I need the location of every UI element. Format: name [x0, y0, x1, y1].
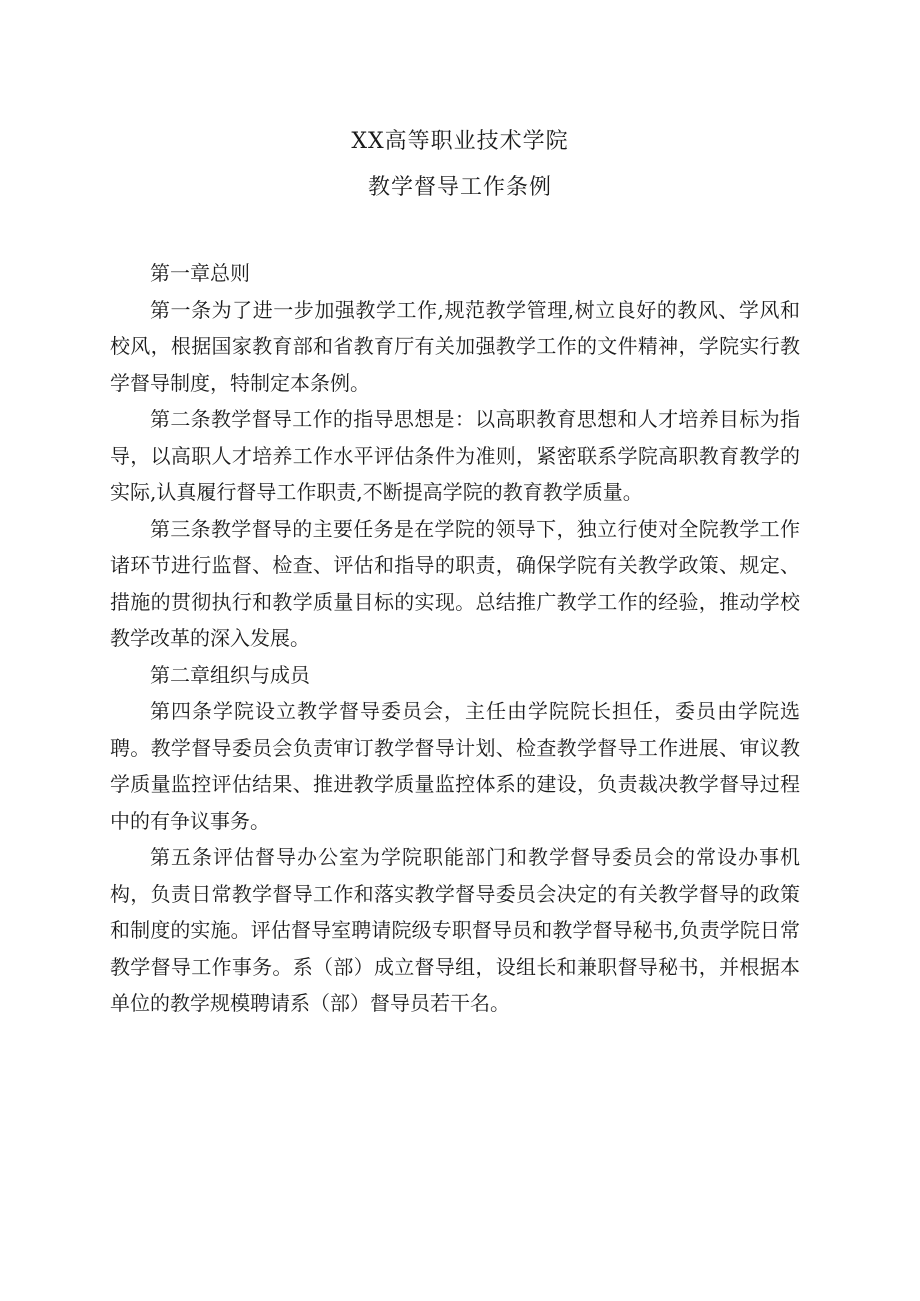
document-body [110, 255, 800, 1022]
chapter-heading-general: 第一章总则 [150, 261, 250, 285]
article-3-paragraph: 第三条教学督导的主要任务是在学院的领导下，独立行使对全院教学工作诸环节进行监督、检查、评估和指导的职责，确保学院有关教学政策、规定、措施的贯彻执行和教学质量目标的实现。总结推广教学工作的经验，推动学校教学改革的深入发展。 [110, 516, 800, 650]
chapter-heading-organization: 第二章组织与成员 [150, 662, 310, 687]
document-title-institution: XX高等职业技术学院 [351, 129, 569, 154]
article-2-paragraph: 第二条教学督导工作的指导思想是：以高职教育思想和人才培养目标为指导，以高职人才培养工作水平评估条件为准则，紧密联系学院高职教育教学的实际,认真履行督导工作职责,不断提高学院的教育教学质量。 [110, 407, 800, 504]
document-title-regulation: 教学督导工作条例 [367, 175, 552, 200]
article-4-paragraph: 第四条学院设立教学督导委员会，主任由学院院长担任，委员由学院选聘。教学督导委员会负责审订教学督导计划、检查教学督导工作进展、审议教学质量监控评估结果、推进教学质量监控体系的建设，负责裁决教学督导过程中的有争议事务。 [110, 699, 800, 833]
article-1-paragraph: 第一条为了进一步加强教学工作,规范教学管理,树立良好的教风、学风和校风，根据国家教育部和省教育厅有关加强教学工作的文件精神，学院实行教学督导制度，特制定本条例。 [110, 297, 800, 395]
article-5-paragraph: 第五条评估督导办公室为学院职能部门和教学督导委员会的常设办事机构，负责日常教学督导工作和落实教学督导委员会决定的有关教学督导的政策和制度的实施。评估督导室聘请院级专职督导员和教学督导秘书,负责学院日常教学督导工作事务。系（部）成立督导组，设组长和兼职督导秘书，并根据本单位的教学规模聘请系（部）督导员若干名。 [110, 845, 800, 1015]
